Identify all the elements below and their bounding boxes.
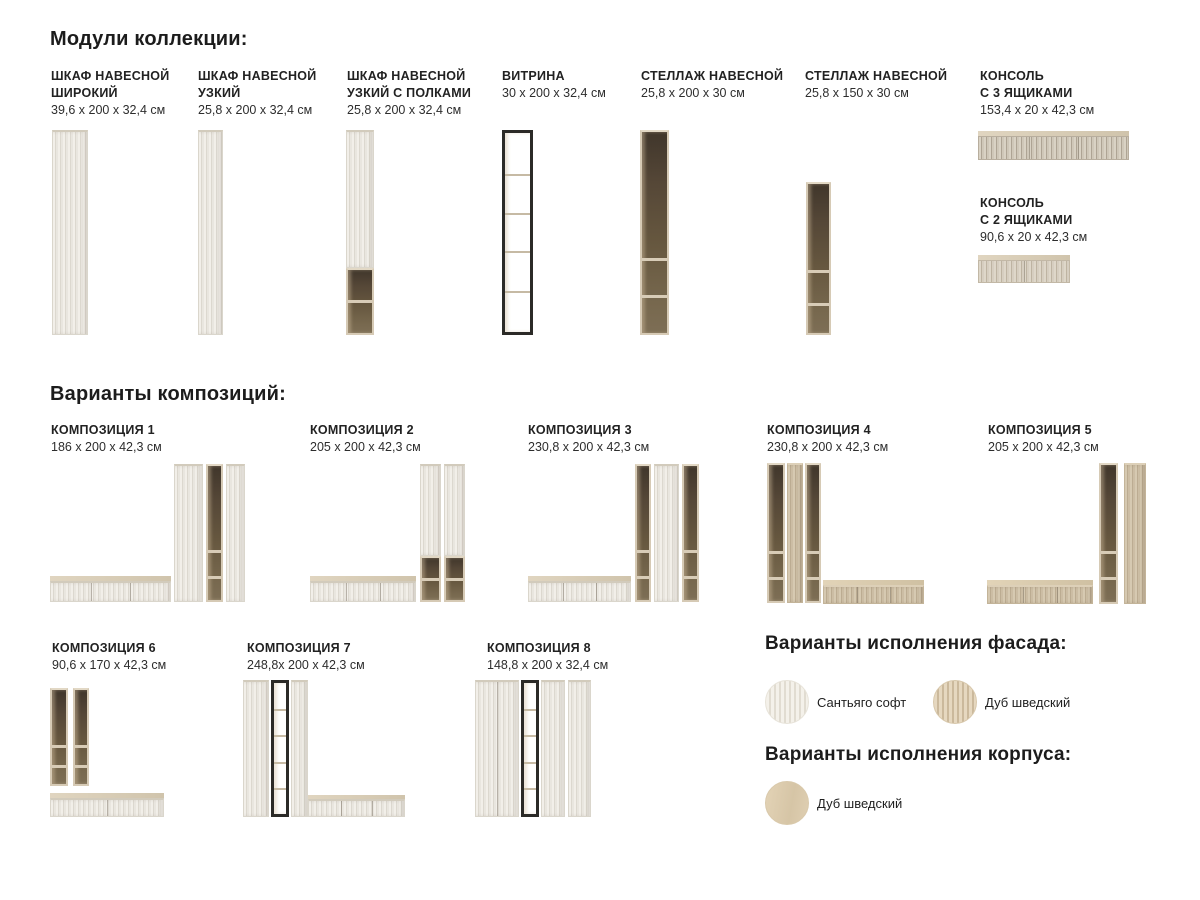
composition-art-6 — [50, 678, 165, 820]
module-name-line: ШКАФ НАВЕСНОЙ — [51, 69, 170, 83]
module-name-line: ШИРОКИЙ — [51, 86, 118, 100]
module-name-line: КОНСОЛЬ — [980, 69, 1045, 83]
module-art-wide-cabinet — [52, 130, 88, 335]
open-shelf-unit — [767, 463, 785, 603]
composition-name: КОМПОЗИЦИЯ 2 — [310, 423, 414, 437]
composition-art-8 — [475, 678, 591, 820]
composition-name: КОМПОЗИЦИЯ 1 — [51, 423, 155, 437]
module-dims: 30 x 200 x 32,4 см — [502, 86, 606, 100]
console-front — [50, 581, 171, 602]
module-label-1 — [51, 68, 169, 119]
module-art-console-2-drawers — [978, 255, 1070, 283]
module-name-line: СТЕЛЛАЖ НАВЕСНОЙ — [805, 69, 948, 83]
module-name-line: ВИТРИНА — [502, 69, 565, 83]
shelf — [75, 765, 87, 768]
shelf — [808, 303, 829, 306]
console-front — [50, 798, 164, 817]
module-name-line: ШКАФ НАВЕСНОЙ — [347, 69, 466, 83]
shelf — [769, 551, 783, 554]
cabinet — [1124, 463, 1146, 604]
cabinet — [174, 464, 203, 602]
drawer-divider — [107, 800, 108, 816]
module-art-console-3-drawers — [978, 131, 1129, 160]
shelf — [642, 295, 667, 298]
open-shelf-section — [346, 268, 374, 335]
drawer-divider — [596, 583, 597, 601]
shelf — [807, 577, 819, 580]
console-unit — [987, 580, 1093, 604]
drawer-divider — [1023, 587, 1024, 603]
cabinet — [654, 464, 679, 602]
module-name-line: С 3 ЯЩИКАМИ — [980, 86, 1073, 100]
module-name-line: С 2 ЯЩИКАМИ — [980, 213, 1073, 227]
open-shelf-unit — [635, 464, 651, 602]
drawer-divider — [341, 801, 342, 816]
cabinet — [291, 680, 308, 817]
module-dims: 25,8 x 200 x 32,4 см — [347, 103, 462, 117]
module-dims: 39,6 x 200 x 32,4 см — [51, 103, 166, 117]
drawer-divider — [890, 587, 891, 603]
cabinet — [787, 463, 803, 603]
composition-label-8 — [487, 640, 608, 674]
module-name-line: ШКАФ НАВЕСНОЙ — [198, 69, 317, 83]
composition-name: КОМПОЗИЦИЯ 5 — [988, 423, 1092, 437]
shelf — [524, 762, 536, 764]
console-front — [528, 581, 631, 602]
facade-swatch-santiago-soft — [765, 680, 809, 724]
composition-name: КОМПОЗИЦИЯ 3 — [528, 423, 632, 437]
console-front — [823, 585, 924, 604]
composition-dims: 90,6 x 170 x 42,3 см — [52, 658, 167, 672]
module-dims: 25,8 x 200 x 32,4 см — [198, 103, 313, 117]
module-art-narrow-cabinet — [198, 130, 223, 335]
facade-options-title: Варианты исполнения фасада: — [765, 633, 1067, 654]
console-unit — [528, 576, 631, 602]
cabinet — [541, 680, 565, 817]
vitrina-unit — [271, 680, 289, 817]
module-label-3 — [347, 68, 471, 119]
open-shelf-unit — [805, 463, 821, 603]
shelf — [505, 291, 530, 293]
shelf — [524, 788, 536, 790]
composition-dims: 205 x 200 x 42,3 см — [310, 440, 421, 454]
cabinet-front — [444, 464, 465, 556]
cabinet — [568, 680, 591, 817]
shelf — [446, 578, 463, 581]
cabinet-front — [420, 464, 441, 556]
shelf — [642, 258, 667, 261]
module-label-5 — [641, 68, 783, 102]
module-name-line: СТЕЛЛАЖ НАВЕСНОЙ — [641, 69, 784, 83]
module-dims: 25,8 x 200 x 30 см — [641, 86, 745, 100]
open-shelf-unit — [1099, 463, 1118, 604]
open-shelf-unit — [73, 688, 89, 786]
open-shelf-section — [444, 556, 465, 602]
shelf — [52, 765, 66, 768]
korpus-options-title: Варианты исполнения корпуса: — [765, 744, 1072, 765]
drawer-divider — [130, 583, 131, 601]
swatch-label: Дуб шведский — [817, 796, 903, 811]
shelf — [422, 578, 439, 581]
open-shelf-unit — [50, 688, 68, 786]
shelf — [75, 745, 87, 748]
shelf — [807, 551, 819, 554]
korpus-swatch-oak-swedish — [765, 781, 809, 825]
composition-label-3 — [528, 422, 649, 456]
console-unit — [823, 580, 924, 604]
shelf — [348, 300, 372, 303]
module-dims: 153,4 x 20 x 42,3 см — [980, 103, 1095, 117]
module-art-stellazh-200 — [640, 130, 669, 335]
swatch-label: Дуб шведский — [985, 695, 1071, 710]
shelf — [274, 735, 286, 737]
drawer-divider — [1024, 261, 1025, 282]
shelf — [769, 577, 783, 580]
shelf — [208, 576, 221, 579]
cabinet — [226, 464, 245, 602]
module-label-6 — [805, 68, 947, 102]
cabinet-with-shelves — [444, 464, 465, 602]
module-art-narrow-cabinet-shelves — [346, 130, 374, 335]
composition-dims: 248,8x 200 x 42,3 см — [247, 658, 365, 672]
shelf — [274, 788, 286, 790]
shelf — [274, 762, 286, 764]
console-front — [978, 260, 1070, 283]
compositions-section-title: Варианты композиций: — [50, 383, 287, 405]
module-art-vitrina — [502, 130, 533, 335]
composition-art-2 — [310, 458, 466, 602]
drawer-divider — [372, 801, 373, 816]
composition-label-1 — [51, 422, 162, 456]
drawer-divider — [1078, 137, 1079, 159]
console-front — [978, 136, 1129, 160]
composition-art-1 — [50, 458, 245, 602]
modules-section-title: Модули коллекции: — [50, 28, 248, 50]
drawer-divider — [1057, 587, 1058, 603]
vitrina-unit — [521, 680, 539, 817]
composition-art-7 — [243, 678, 405, 820]
shelf — [505, 213, 530, 215]
cabinet-front — [346, 130, 374, 268]
drawer-divider — [1029, 137, 1030, 159]
composition-label-7 — [247, 640, 365, 674]
console-unit — [310, 576, 416, 602]
module-name-line: УЗКИЙ — [198, 86, 241, 100]
drawer-divider — [91, 583, 92, 601]
composition-label-2 — [310, 422, 421, 456]
composition-dims: 230,8 x 200 x 42,3 см — [528, 440, 650, 454]
shelf — [684, 550, 697, 553]
shelf — [524, 735, 536, 737]
module-dims: 25,8 x 150 x 30 см — [805, 86, 909, 100]
module-label-7 — [980, 68, 1094, 119]
cabinet-wide — [475, 680, 519, 817]
shelf — [524, 709, 536, 711]
composition-dims: 230,8 x 200 x 42,3 см — [767, 440, 889, 454]
console-front — [310, 581, 416, 602]
console-unit — [308, 795, 405, 817]
facade-swatch-oak-swedish — [933, 680, 977, 724]
shelf — [505, 251, 530, 253]
composition-art-5 — [985, 458, 1147, 604]
composition-dims: 205 x 200 x 42,3 см — [988, 440, 1099, 454]
module-art-stellazh-150 — [806, 182, 831, 335]
shelf — [274, 709, 286, 711]
open-shelf-unit — [206, 464, 223, 602]
module-label-8 — [980, 195, 1087, 246]
shelf — [637, 576, 649, 579]
shelf — [1101, 577, 1116, 580]
composition-name: КОМПОЗИЦИЯ 6 — [52, 641, 156, 655]
shelf — [208, 550, 221, 553]
shelf — [684, 576, 697, 579]
shelf — [52, 745, 66, 748]
swatch-label: Сантьяго софт — [817, 695, 907, 710]
cabinet-with-shelves — [420, 464, 441, 602]
shelf — [808, 270, 829, 273]
door-seam — [497, 682, 498, 816]
console-unit — [50, 576, 171, 602]
composition-art-4 — [765, 458, 965, 604]
console-front — [987, 585, 1093, 604]
drawer-divider — [380, 583, 381, 601]
composition-label-4 — [767, 422, 888, 456]
composition-art-3 — [528, 458, 699, 602]
composition-name: КОМПОЗИЦИЯ 7 — [247, 641, 351, 655]
open-shelf-section — [420, 556, 441, 602]
composition-label-5 — [988, 422, 1099, 456]
composition-dims: 148,8 x 200 x 32,4 см — [487, 658, 609, 672]
composition-dims: 186 x 200 x 42,3 см — [51, 440, 162, 454]
module-label-4 — [502, 68, 606, 102]
module-label-2 — [198, 68, 316, 119]
composition-name: КОМПОЗИЦИЯ 4 — [767, 423, 871, 437]
console-front — [308, 799, 405, 817]
module-dims: 90,6 x 20 x 42,3 см — [980, 230, 1088, 244]
console-unit — [50, 793, 164, 817]
open-shelf-unit — [682, 464, 699, 602]
shelf — [1101, 551, 1116, 554]
cabinet — [243, 680, 269, 817]
shelf — [505, 174, 530, 176]
module-name-line: КОНСОЛЬ — [980, 196, 1045, 210]
composition-label-6 — [52, 640, 166, 674]
drawer-divider — [346, 583, 347, 601]
drawer-divider — [563, 583, 564, 601]
shelf — [637, 550, 649, 553]
composition-name: КОМПОЗИЦИЯ 8 — [487, 641, 591, 655]
module-name-line: УЗКИЙ С ПОЛКАМИ — [347, 86, 472, 100]
drawer-divider — [857, 587, 858, 603]
